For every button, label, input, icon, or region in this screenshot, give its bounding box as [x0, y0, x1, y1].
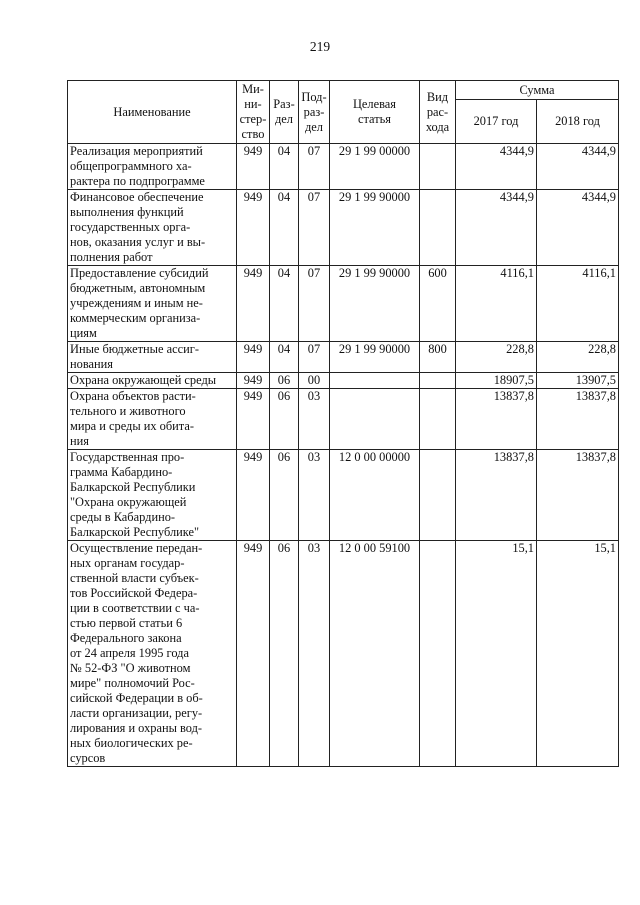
- cell-section: 06: [270, 541, 299, 767]
- cell-name: Охрана объектов расти- тельного и животного мира и среды их обита- ния: [68, 389, 237, 450]
- table-row: [68, 144, 619, 190]
- cell-sum-2018: 13837,8: [537, 389, 619, 450]
- cell-expense-type: [420, 190, 456, 266]
- cell-expense-type: 800: [420, 342, 456, 373]
- table-row: [68, 450, 619, 541]
- cell-subsection: 07: [299, 342, 330, 373]
- cell-name: Финансовое обеспечение выполнения функций государственных орга- нов, оказания услуг и вы- полнения работ: [68, 190, 237, 266]
- cell-name: Осуществление передан- ных органам государ- ственной власти субъек- тов Российской Федера- ции в соответствии с ча- стью первой статьи 6 Федерального закона от 24 апреля 1995 года № 52-ФЗ "О животном мире" полномочий Рос- сийской Федерации в об- ласти организации, регу- лирования и охраны вод- ных биологических ре- сурсов: [68, 541, 237, 767]
- cell-ministry: 949: [237, 144, 270, 190]
- budget-table: [67, 80, 619, 767]
- cell-ministry: 949: [237, 450, 270, 541]
- cell-target-article: 12 0 00 59100: [330, 541, 420, 767]
- cell-section: 06: [270, 373, 299, 389]
- cell-ministry: 949: [237, 389, 270, 450]
- cell-ministry: 949: [237, 342, 270, 373]
- cell-sum-2018: 4344,9: [537, 144, 619, 190]
- table-row: [68, 389, 619, 450]
- table-row: [68, 541, 619, 767]
- cell-ministry: 949: [237, 541, 270, 767]
- cell-sum-2017: 15,1: [456, 541, 537, 767]
- cell-expense-type: [420, 373, 456, 389]
- cell-expense-type: 600: [420, 266, 456, 342]
- table-header: [68, 81, 619, 144]
- header-section: Раз- дел: [270, 81, 299, 144]
- cell-section: 04: [270, 144, 299, 190]
- cell-expense-type: [420, 541, 456, 767]
- cell-section: 04: [270, 190, 299, 266]
- cell-target-article: 29 1 99 90000: [330, 190, 420, 266]
- cell-target-article: 29 1 99 90000: [330, 266, 420, 342]
- header-name: Наименование: [68, 81, 237, 144]
- cell-section: 04: [270, 266, 299, 342]
- cell-subsection: 07: [299, 266, 330, 342]
- cell-name: Предоставление субсидий бюджетным, автономным учреждениям и иным не- коммерческим организа- циям: [68, 266, 237, 342]
- header-year-2018: 2018 год: [537, 100, 619, 144]
- cell-sum-2018: 15,1: [537, 541, 619, 767]
- table-row: [68, 190, 619, 266]
- page-number: 219: [309, 39, 331, 54]
- cell-expense-type: [420, 450, 456, 541]
- cell-sum-2018: 13837,8: [537, 450, 619, 541]
- cell-sum-2017: 4344,9: [456, 144, 537, 190]
- cell-target-article: 29 1 99 00000: [330, 144, 420, 190]
- table-row: [68, 373, 619, 389]
- cell-subsection: 00: [299, 373, 330, 389]
- cell-subsection: 03: [299, 389, 330, 450]
- header-year-2017: 2017 год: [456, 100, 537, 144]
- cell-subsection: 03: [299, 450, 330, 541]
- table-body: [68, 144, 619, 767]
- table-row: [68, 342, 619, 373]
- cell-name: Реализация мероприятий общепрограммного ха- рактера по подпрограмме: [68, 144, 237, 190]
- header-expense-type: Вид рас- хода: [420, 81, 456, 144]
- cell-ministry: 949: [237, 373, 270, 389]
- cell-sum-2018: 13907,5: [537, 373, 619, 389]
- header-sum: Сумма: [456, 81, 619, 100]
- header-ministry: Ми- ни- стер- ство: [237, 81, 270, 144]
- cell-target-article: [330, 373, 420, 389]
- cell-ministry: 949: [237, 266, 270, 342]
- cell-target-article: 29 1 99 90000: [330, 342, 420, 373]
- cell-name: Иные бюджетные ассиг- нования: [68, 342, 237, 373]
- cell-subsection: 07: [299, 144, 330, 190]
- cell-ministry: 949: [237, 190, 270, 266]
- cell-sum-2018: 4116,1: [537, 266, 619, 342]
- cell-section: 04: [270, 342, 299, 373]
- cell-target-article: [330, 389, 420, 450]
- cell-expense-type: [420, 144, 456, 190]
- cell-sum-2017: 13837,8: [456, 450, 537, 541]
- cell-subsection: 07: [299, 190, 330, 266]
- cell-section: 06: [270, 450, 299, 541]
- table-row: [68, 266, 619, 342]
- cell-sum-2017: 4116,1: [456, 266, 537, 342]
- header-subsection: Под- раз- дел: [299, 81, 330, 144]
- cell-section: 06: [270, 389, 299, 450]
- cell-expense-type: [420, 389, 456, 450]
- cell-sum-2018: 4344,9: [537, 190, 619, 266]
- cell-target-article: 12 0 00 00000: [330, 450, 420, 541]
- cell-name: Охрана окружающей среды: [68, 373, 237, 389]
- cell-sum-2017: 228,8: [456, 342, 537, 373]
- cell-sum-2017: 13837,8: [456, 389, 537, 450]
- cell-subsection: 03: [299, 541, 330, 767]
- cell-sum-2018: 228,8: [537, 342, 619, 373]
- cell-name: Государственная про- грамма Кабардино- Балкарской Республики "Охрана окружающей среды в Кабардино- Балкарской Республике": [68, 450, 237, 541]
- header-target-article: Целевая статья: [330, 81, 420, 144]
- cell-sum-2017: 18907,5: [456, 373, 537, 389]
- cell-sum-2017: 4344,9: [456, 190, 537, 266]
